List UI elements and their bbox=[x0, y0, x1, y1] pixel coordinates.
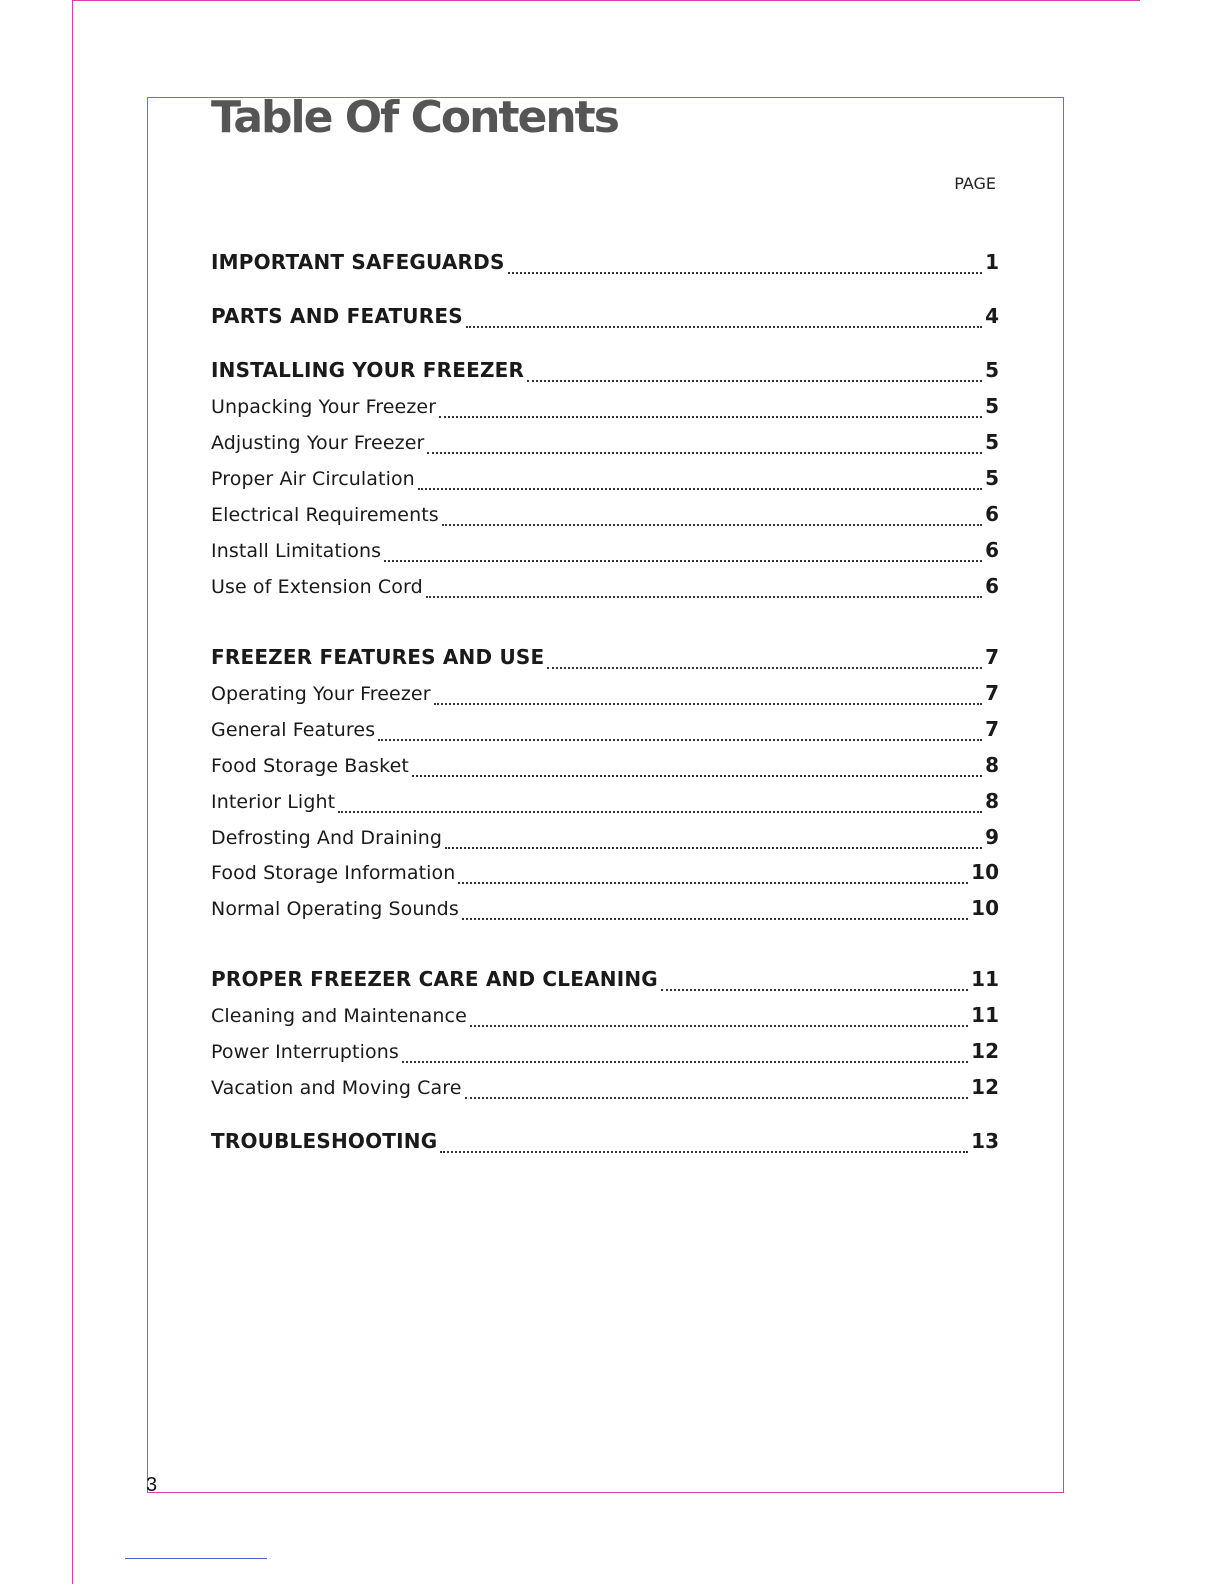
dot-leader bbox=[547, 667, 982, 669]
toc-entry-label: Operating Your Freezer bbox=[211, 683, 431, 705]
toc-item-adjusting-your-freezer[interactable] bbox=[211, 430, 999, 460]
dot-leader bbox=[470, 1025, 968, 1027]
dot-leader bbox=[384, 560, 982, 562]
toc-entry-page: 12 bbox=[971, 1039, 999, 1063]
toc-entry-label: General Features bbox=[211, 719, 376, 741]
toc-section-important-safeguards[interactable] bbox=[211, 250, 999, 280]
toc-item-interior-light[interactable] bbox=[211, 789, 999, 819]
toc-entry-label: Power Interruptions bbox=[211, 1041, 399, 1063]
toc-entry-label: Adjusting Your Freezer bbox=[211, 432, 425, 454]
toc-item-operating-your-freezer[interactable] bbox=[211, 681, 999, 711]
toc-entry-page: 5 bbox=[985, 358, 999, 382]
dot-leader bbox=[412, 775, 982, 777]
toc-entry-label: Install Limitations bbox=[211, 540, 382, 562]
dot-leader bbox=[402, 1061, 968, 1063]
toc-entry-page: 10 bbox=[971, 896, 999, 920]
toc-item-normal-operating-sounds[interactable] bbox=[211, 896, 999, 926]
toc-entry-label: INSTALLING YOUR FREEZER bbox=[211, 358, 525, 382]
dot-leader bbox=[440, 1151, 968, 1153]
toc-entry-label: Normal Operating Sounds bbox=[211, 898, 459, 920]
toc-section-installing-your-freezer[interactable] bbox=[211, 358, 999, 388]
toc-section-proper-freezer-care-and-cleaning[interactable] bbox=[211, 967, 999, 997]
toc-entry-page: 9 bbox=[985, 825, 999, 849]
toc-section-freezer-features-and-use[interactable] bbox=[211, 645, 999, 675]
dot-leader bbox=[508, 272, 983, 274]
toc-entry-label: Unpacking Your Freezer bbox=[211, 396, 437, 418]
dot-leader bbox=[434, 703, 982, 705]
toc-entry-label: PROPER FREEZER CARE AND CLEANING bbox=[211, 967, 658, 991]
page-title: Table Of Contents bbox=[211, 92, 618, 143]
toc-entry-page: 5 bbox=[985, 394, 999, 418]
dot-leader bbox=[527, 380, 982, 382]
toc-entry-page: 8 bbox=[985, 753, 999, 777]
dot-leader bbox=[465, 1097, 969, 1099]
toc-entry-page: 7 bbox=[985, 645, 999, 669]
toc-entry-label: PARTS AND FEATURES bbox=[211, 304, 463, 328]
dot-leader bbox=[418, 488, 982, 490]
toc-entry-page: 8 bbox=[985, 789, 999, 813]
toc-entry-label: Food Storage Information bbox=[211, 862, 456, 884]
toc-entry-page: 13 bbox=[971, 1129, 999, 1153]
toc-entry-label: Electrical Requirements bbox=[211, 504, 439, 526]
toc-item-unpacking-your-freezer[interactable] bbox=[211, 394, 999, 424]
toc-entry-label: Use of Extension Cord bbox=[211, 576, 423, 598]
dot-leader bbox=[426, 596, 982, 598]
toc-item-install-limitations[interactable] bbox=[211, 538, 999, 568]
toc-entry-label: Defrosting And Draining bbox=[211, 827, 443, 849]
page-number: 3 bbox=[146, 1474, 158, 1496]
page-column-header: PAGE bbox=[954, 174, 996, 193]
toc-entry-label: IMPORTANT SAFEGUARDS bbox=[211, 250, 505, 274]
dot-leader bbox=[442, 524, 982, 526]
toc-entry-page: 11 bbox=[971, 967, 999, 991]
toc-item-defrosting-and-draining[interactable] bbox=[211, 825, 999, 855]
dot-leader bbox=[439, 416, 982, 418]
dot-leader bbox=[462, 918, 968, 920]
toc-entry-label: FREEZER FEATURES AND USE bbox=[211, 645, 545, 669]
toc-entry-page: 5 bbox=[985, 430, 999, 454]
toc-item-vacation-and-moving-care[interactable] bbox=[211, 1075, 999, 1105]
toc-entry-page: 6 bbox=[985, 502, 999, 526]
toc-item-electrical-requirements[interactable] bbox=[211, 502, 999, 532]
bottom-rule bbox=[125, 1558, 267, 1559]
dot-leader bbox=[338, 811, 982, 813]
toc-section-troubleshooting[interactable] bbox=[211, 1129, 999, 1159]
toc-entry-page: 4 bbox=[985, 304, 999, 328]
toc-item-general-features[interactable] bbox=[211, 717, 999, 747]
toc-entry-page: 6 bbox=[985, 538, 999, 562]
toc-entry-page: 10 bbox=[971, 860, 999, 884]
toc-entry-label: TROUBLESHOOTING bbox=[211, 1129, 438, 1153]
toc-item-power-interruptions[interactable] bbox=[211, 1039, 999, 1069]
toc-entry-page: 7 bbox=[985, 717, 999, 741]
toc-entry-page: 12 bbox=[971, 1075, 999, 1099]
dot-leader bbox=[466, 326, 982, 328]
toc-item-food-storage-information[interactable] bbox=[211, 860, 999, 890]
toc-entry-page: 7 bbox=[985, 681, 999, 705]
toc-entry-label: Food Storage Basket bbox=[211, 755, 409, 777]
toc-entry-page: 11 bbox=[971, 1003, 999, 1027]
dot-leader bbox=[427, 452, 982, 454]
dot-leader bbox=[378, 739, 982, 741]
toc-entry-page: 5 bbox=[985, 466, 999, 490]
toc-entry-label: Interior Light bbox=[211, 791, 336, 813]
crop-guide-left bbox=[72, 0, 73, 1584]
dot-leader bbox=[458, 882, 968, 884]
dot-leader bbox=[661, 989, 968, 991]
toc-section-parts-and-features[interactable] bbox=[211, 304, 999, 334]
toc-entry-label: Cleaning and Maintenance bbox=[211, 1005, 467, 1027]
toc-item-proper-air-circulation[interactable] bbox=[211, 466, 999, 496]
toc-item-use-of-extension-cord[interactable] bbox=[211, 574, 999, 604]
toc-entry-page: 1 bbox=[985, 250, 999, 274]
toc-entry-label: Proper Air Circulation bbox=[211, 468, 415, 490]
toc-item-cleaning-and-maintenance[interactable] bbox=[211, 1003, 999, 1033]
toc-entry-page: 6 bbox=[985, 574, 999, 598]
crop-guide-top bbox=[72, 0, 1140, 1]
dot-leader bbox=[445, 847, 982, 849]
toc-entry-label: Vacation and Moving Care bbox=[211, 1077, 462, 1099]
toc-item-food-storage-basket[interactable] bbox=[211, 753, 999, 783]
